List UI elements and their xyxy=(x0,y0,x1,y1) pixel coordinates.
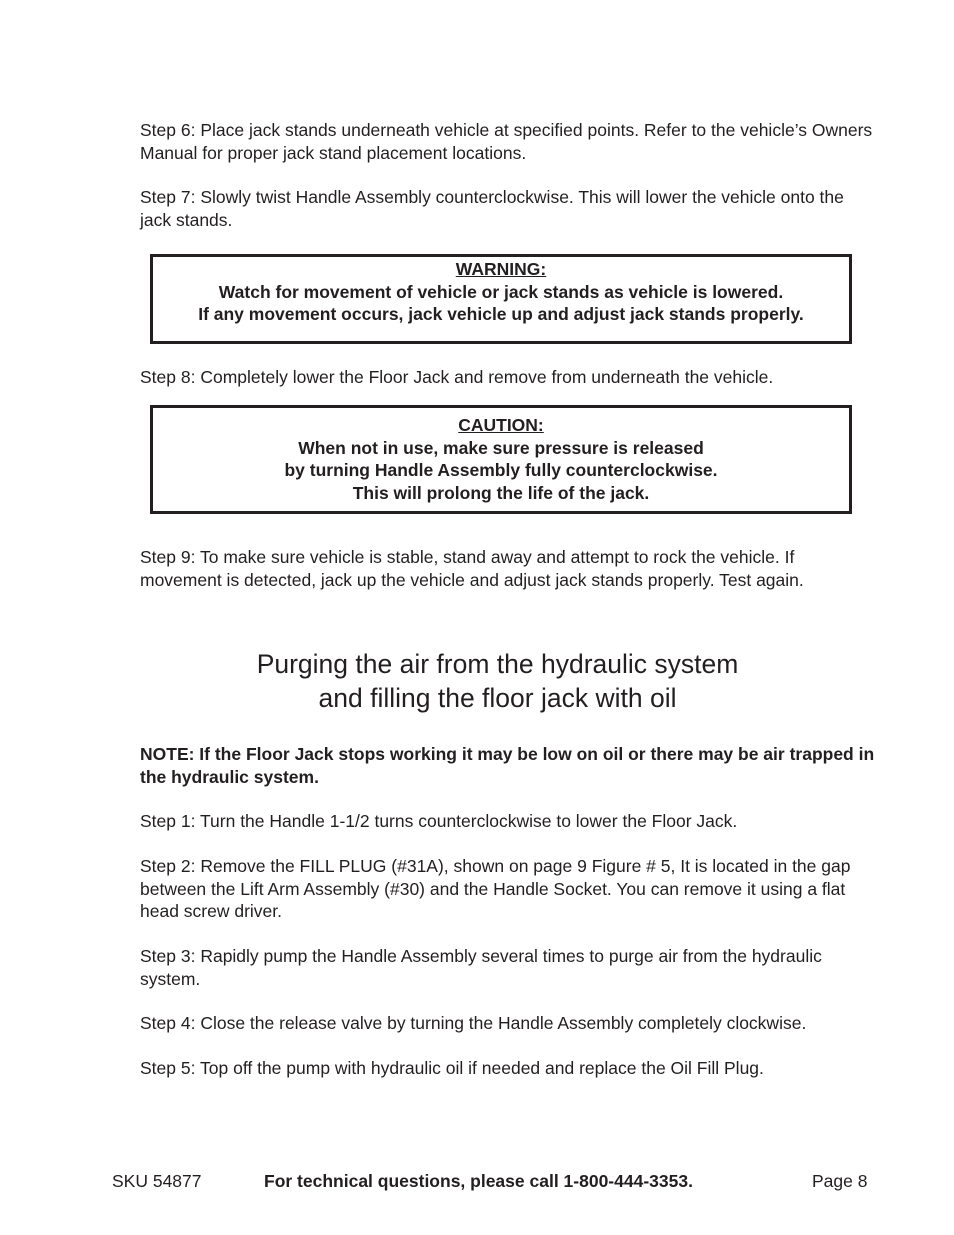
step-7-text: Step 7: Slowly twist Handle Assembly counterclockwise. This will lower the vehicle onto the jack stands. xyxy=(140,187,844,230)
section-heading-line-2: and filling the floor jack with oil xyxy=(318,683,677,713)
step-8-text: Step 8: Completely lower the Floor Jack and remove from underneath the vehicle. xyxy=(140,367,774,387)
footer-sku: SKU 54877 xyxy=(112,1171,202,1191)
caution-box xyxy=(150,405,852,514)
purge-step-3-text: Step 3: Rapidly pump the Handle Assembly several times to purge air from the hydraulic system. xyxy=(140,946,822,989)
purge-step-2-text: Step 2: Remove the FILL PLUG (#31A), shown on page 9 Figure # 5, It is located in the gap between the Lift Arm Assembly (#30) and the Handle Socket. You can remove it using a flat head screw driver. xyxy=(140,856,851,921)
warning-line-2: If any movement occurs, jack vehicle up and adjust jack stands properly. xyxy=(198,304,804,324)
caution-line-2: by turning Handle Assembly fully counterclockwise. xyxy=(284,460,718,480)
purge-step-1-text: Step 1: Turn the Handle 1-1/2 turns counterclockwise to lower the Floor Jack. xyxy=(140,811,738,831)
caution-line-1: When not in use, make sure pressure is released xyxy=(298,437,704,458)
footer-page-number: Page 8 xyxy=(812,1171,868,1191)
purge-step-5-text: Step 5: Top off the pump with hydraulic oil if needed and replace the Oil Fill Plug. xyxy=(140,1058,764,1078)
warning-line-1: Watch for movement of vehicle or jack stands as vehicle is lowered. xyxy=(218,281,784,302)
purge-step-4-text: Step 4: Close the release valve by turning the Handle Assembly completely clockwise. xyxy=(140,1013,807,1033)
caution-line-3: This will prolong the life of the jack. xyxy=(352,482,650,503)
step-6-text: Step 6: Place jack stands underneath vehicle at specified points. Refer to the vehicle’s Owners Manual for proper jack stand placement locations. xyxy=(140,120,873,163)
step-9-text: Step 9: To make sure vehicle is stable, stand away and attempt to rock the vehicle. If movement is detected, jack up the vehicle and adjust jack stands properly. Test again. xyxy=(140,547,804,590)
caution-title: CAUTION: xyxy=(458,415,544,435)
section-heading-line-1: Purging the air from the hydraulic system xyxy=(256,649,739,679)
note-text: NOTE: If the Floor Jack stops working it may be low on oil or there may be air trapped in the hydraulic system. xyxy=(140,744,875,787)
footer-phone: For technical questions, please call 1-800-444-3353. xyxy=(264,1171,693,1191)
warning-box xyxy=(150,254,852,344)
warning-title: WARNING: xyxy=(455,259,547,279)
